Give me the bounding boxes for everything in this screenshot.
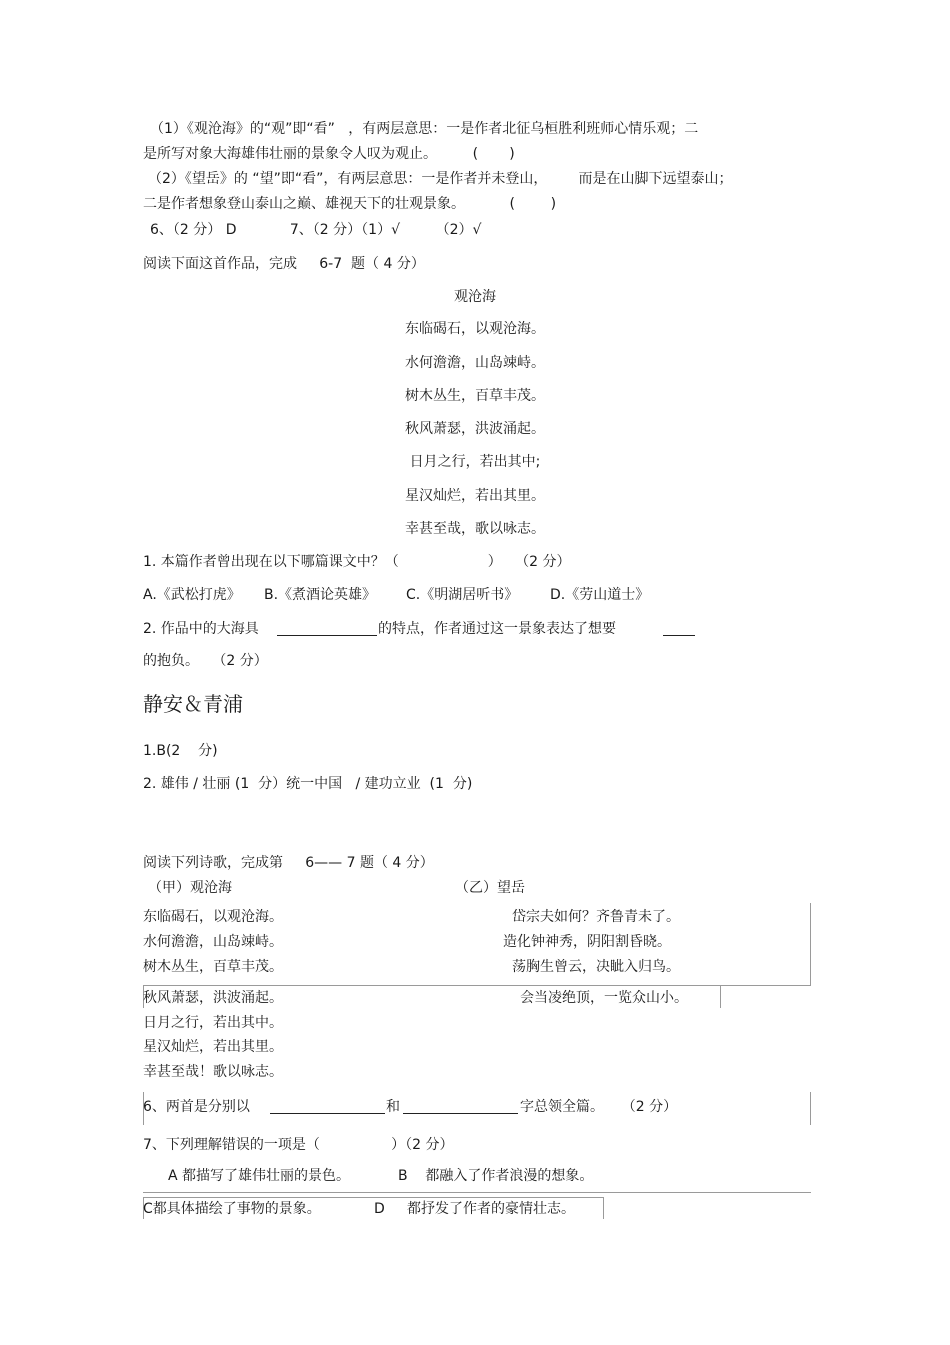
poem-b-line: 荡胸生曾云，决眦入归鸟。 <box>512 959 680 975</box>
poem-a-line: 树木丛生，百草丰茂。 <box>143 959 283 975</box>
paragraph-line: 二是作者想象登山泰山之巅、雄视天下的壮观景象。 ( ) <box>143 196 557 212</box>
poem-line: 树木丛生，百草丰茂。 <box>405 388 545 404</box>
option-a: A.《武松打虎》 <box>143 587 241 603</box>
instruction: 阅读下面这首作品，完成 6-7 题（ 4 分） <box>143 256 425 272</box>
answer-line: 6、（2 分） D 7、（2 分）（1）√ （2）√ <box>150 222 482 238</box>
question-2-part2: 的特点，作者通过这一景象表达了想要 <box>378 621 616 637</box>
poem-a-line: 东临碣石，以观沧海。 <box>143 909 283 925</box>
answer-line: 1.B(2 分) <box>143 743 218 759</box>
question-2-part3: 的抱负。 （2 分） <box>143 653 268 669</box>
poem-a-line: 幸甚至哉！歌以咏志。 <box>143 1064 283 1080</box>
paragraph-line: 是所写对象大海雄伟壮丽的景象令人叹为观止。 ( ) <box>143 146 515 162</box>
poem-title: 观沧海 <box>454 289 496 305</box>
option-c: C都具体描绘了事物的景象。 <box>143 1201 321 1217</box>
option-d: D.《劳山道士》 <box>550 587 650 603</box>
answer-blank <box>277 621 377 636</box>
answer-blank <box>663 621 695 636</box>
poem-line: 日月之行，若出其中; <box>409 454 541 470</box>
question-6-part2: 和 <box>386 1099 400 1115</box>
section-title: 静安＆青浦 <box>143 692 243 716</box>
option-b: B 都融入了作者浪漫的想象。 <box>398 1168 594 1184</box>
poem-a-line: 日月之行，若出其中。 <box>143 1015 283 1031</box>
poem-line: 秋风萧瑟，洪波涌起。 <box>405 421 545 437</box>
answer-blank <box>403 1099 518 1114</box>
question-6-part1: 6、两首是分别以 <box>143 1099 250 1115</box>
option-a: A 都描写了雄伟壮丽的景色。 <box>168 1168 351 1184</box>
poem-line: 水何澹澹，山岛竦峙。 <box>405 355 545 371</box>
poem-line: 东临碣石，以观沧海。 <box>405 321 545 337</box>
table-rule <box>720 986 721 1008</box>
option-c: C.《明湖居听书》 <box>406 587 519 603</box>
answer-line: 2. 雄伟 / 壮丽 (1 分）统一中国 / 建功立业 (1 分) <box>143 776 473 792</box>
instruction: 阅读下列诗歌，完成第 6—— 7 题（ 4 分） <box>143 855 434 871</box>
table-rule <box>143 1192 811 1193</box>
question-7: 7、下列理解错误的一项是（ ）（2 分） <box>143 1137 454 1153</box>
table-rule <box>143 1197 604 1198</box>
question-2-part1: 2. 作品中的大海具 <box>143 621 259 637</box>
poem-a-line: 水何澹澹，山岛竦峙。 <box>143 934 283 950</box>
paragraph-line: （1）《观沧海》的“观”即“看” ，有两层意思：一是作者北征乌桓胜利班师心情乐观；二 <box>150 121 699 137</box>
option-b: B.《煮酒论英雄》 <box>264 587 377 603</box>
poem-line: 星汉灿烂，若出其里。 <box>405 488 545 504</box>
poem-line: 幸甚至哉，歌以咏志。 <box>405 521 545 537</box>
poem-b-title: （乙）望岳 <box>455 880 525 896</box>
poem-b-line: 会当凌绝顶，一览众山小。 <box>520 990 688 1006</box>
table-rule <box>143 985 811 986</box>
poem-b-line: 岱宗夫如何？齐鲁青未了。 <box>512 909 680 925</box>
poem-a-title: （甲）观沧海 <box>148 880 232 896</box>
table-rule <box>603 1197 604 1219</box>
poem-b-line: 造化钟神秀，阴阳割昏晓。 <box>503 934 671 950</box>
table-rule <box>810 1092 811 1125</box>
poem-a-line: 星汉灿烂，若出其里。 <box>143 1039 283 1055</box>
question-6-part3: 字总领全篇。 （2 分） <box>520 1099 678 1115</box>
poem-a-line: 秋风萧瑟，洪波涌起。 <box>143 990 283 1006</box>
option-d: D 都抒发了作者的豪情壮志。 <box>374 1201 576 1217</box>
table-rule <box>810 903 811 986</box>
answer-blank <box>270 1099 385 1114</box>
question-1: 1. 本篇作者曾出现在以下哪篇课文中？（ ） （2 分） <box>143 554 571 570</box>
paragraph-line: （2）《望岳》的 “望”即“看”，有两层意思：一是作者并未登山， 而是在山脚下远望泰山； <box>148 171 733 187</box>
